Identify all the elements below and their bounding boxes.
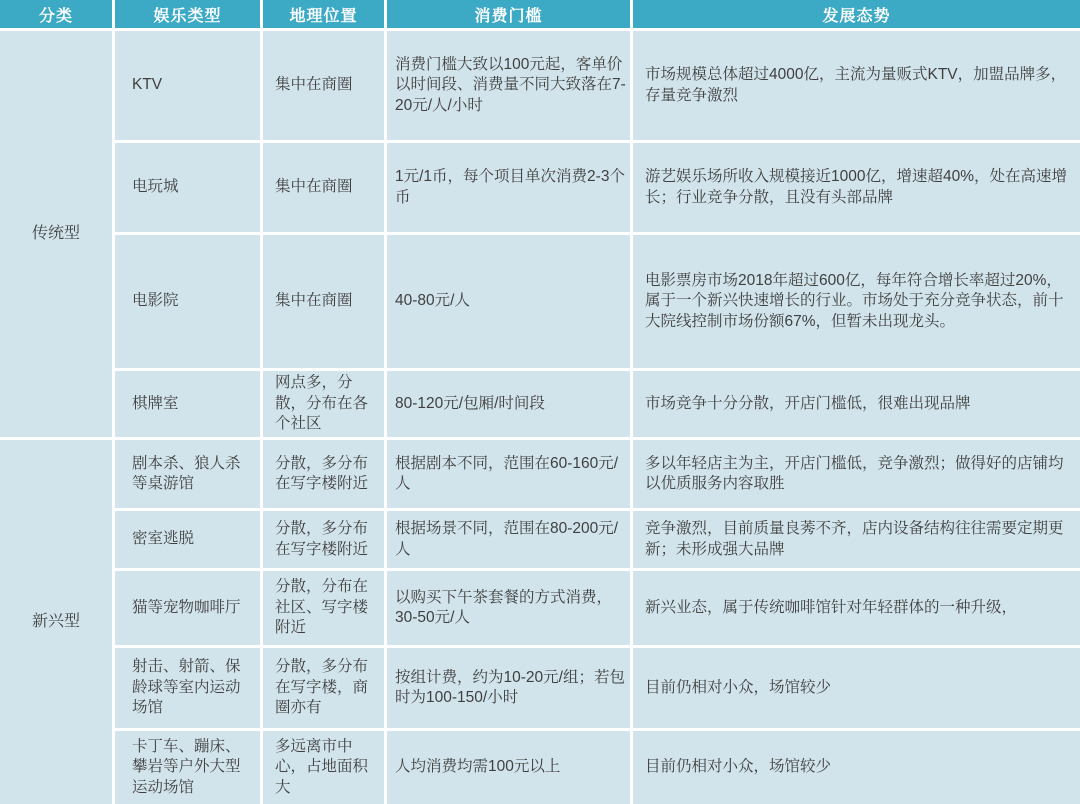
trend-cell: 市场竞争十分分散，开店门槛低，很难出现品牌 xyxy=(633,371,1080,437)
location-cell: 分散，多分布在写字楼附近 xyxy=(263,511,384,568)
trend-cell: 目前仍相对小众，场馆较少 xyxy=(633,731,1080,804)
threshold-cell: 1元/1币，每个项目单次消费2-3个币 xyxy=(387,143,630,232)
category-cell-traditional: 传统型 xyxy=(0,31,112,437)
type-cell: 卡丁车、蹦床、攀岩等户外大型运动场馆 xyxy=(115,731,260,804)
type-cell: 棋牌室 xyxy=(115,371,260,437)
location-cell: 集中在商圈 xyxy=(263,235,384,368)
threshold-cell: 根据场景不同，范围在80-200元/人 xyxy=(387,511,630,568)
threshold-cell: 人均消费均需100元以上 xyxy=(387,731,630,804)
threshold-cell: 80-120元/包厢/时间段 xyxy=(387,371,630,437)
trend-cell: 新兴业态，属于传统咖啡馆针对年轻群体的一种升级， xyxy=(633,571,1080,645)
threshold-cell: 根据剧本不同，范围在60-160元/人 xyxy=(387,440,630,508)
trend-cell: 市场规模总体超过4000亿，主流为量贩式KTV，加盟品牌多，存量竞争激烈 xyxy=(633,31,1080,140)
type-cell: KTV xyxy=(115,31,260,140)
location-cell: 分散，分布在社区、写字楼附近 xyxy=(263,571,384,645)
type-cell: 电影院 xyxy=(115,235,260,368)
type-cell: 射击、射箭、保龄球等室内运动场馆 xyxy=(115,648,260,728)
trend-cell: 电影票房市场2018年超过600亿，每年符合增长率超过20%，属于一个新兴快速增长的行业。市场处于充分竞争状态，前十大院线控制市场份额67%，但暂未出现龙头。 xyxy=(633,235,1080,368)
trend-cell: 目前仍相对小众，场馆较少 xyxy=(633,648,1080,728)
type-cell: 电玩城 xyxy=(115,143,260,232)
trend-cell: 游艺娱乐场所收入规模接近1000亿，增速超40%，处在高速增长；行业竞争分散，且没有头部品牌 xyxy=(633,143,1080,232)
type-cell: 猫等宠物咖啡厅 xyxy=(115,571,260,645)
threshold-cell: 按组计费，约为10-20元/组；若包时为100-150/小时 xyxy=(387,648,630,728)
location-cell: 网点多，分散，分布在各个社区 xyxy=(263,371,384,437)
threshold-cell: 消费门槛大致以100元起，客单价以时间段、消费量不同大致落在7-20元/人/小时 xyxy=(387,31,630,140)
category-cell-emerging: 新兴型 xyxy=(0,440,112,804)
type-cell: 密室逃脱 xyxy=(115,511,260,568)
trend-cell: 竞争激烈，目前质量良莠不齐，店内设备结构往往需要定期更新；未形成强大品牌 xyxy=(633,511,1080,568)
location-cell: 分散，多分布在写字楼，商圈亦有 xyxy=(263,648,384,728)
threshold-cell: 40-80元/人 xyxy=(387,235,630,368)
location-cell: 集中在商圈 xyxy=(263,31,384,140)
header-consumption-threshold: 消费门槛 xyxy=(387,0,630,28)
location-cell: 多远离市中心，占地面积大 xyxy=(263,731,384,804)
header-development-trend: 发展态势 xyxy=(633,0,1080,28)
header-entertainment-type: 娱乐类型 xyxy=(115,0,260,28)
header-location: 地理位置 xyxy=(263,0,384,28)
threshold-cell: 以购买下午茶套餐的方式消费，30-50元/人 xyxy=(387,571,630,645)
location-cell: 分散，多分布在写字楼附近 xyxy=(263,440,384,508)
type-cell: 剧本杀、狼人杀等桌游馆 xyxy=(115,440,260,508)
trend-cell: 多以年轻店主为主，开店门槛低，竞争激烈；做得好的店铺均以优质服务内容取胜 xyxy=(633,440,1080,508)
location-cell: 集中在商圈 xyxy=(263,143,384,232)
header-category: 分类 xyxy=(0,0,112,28)
